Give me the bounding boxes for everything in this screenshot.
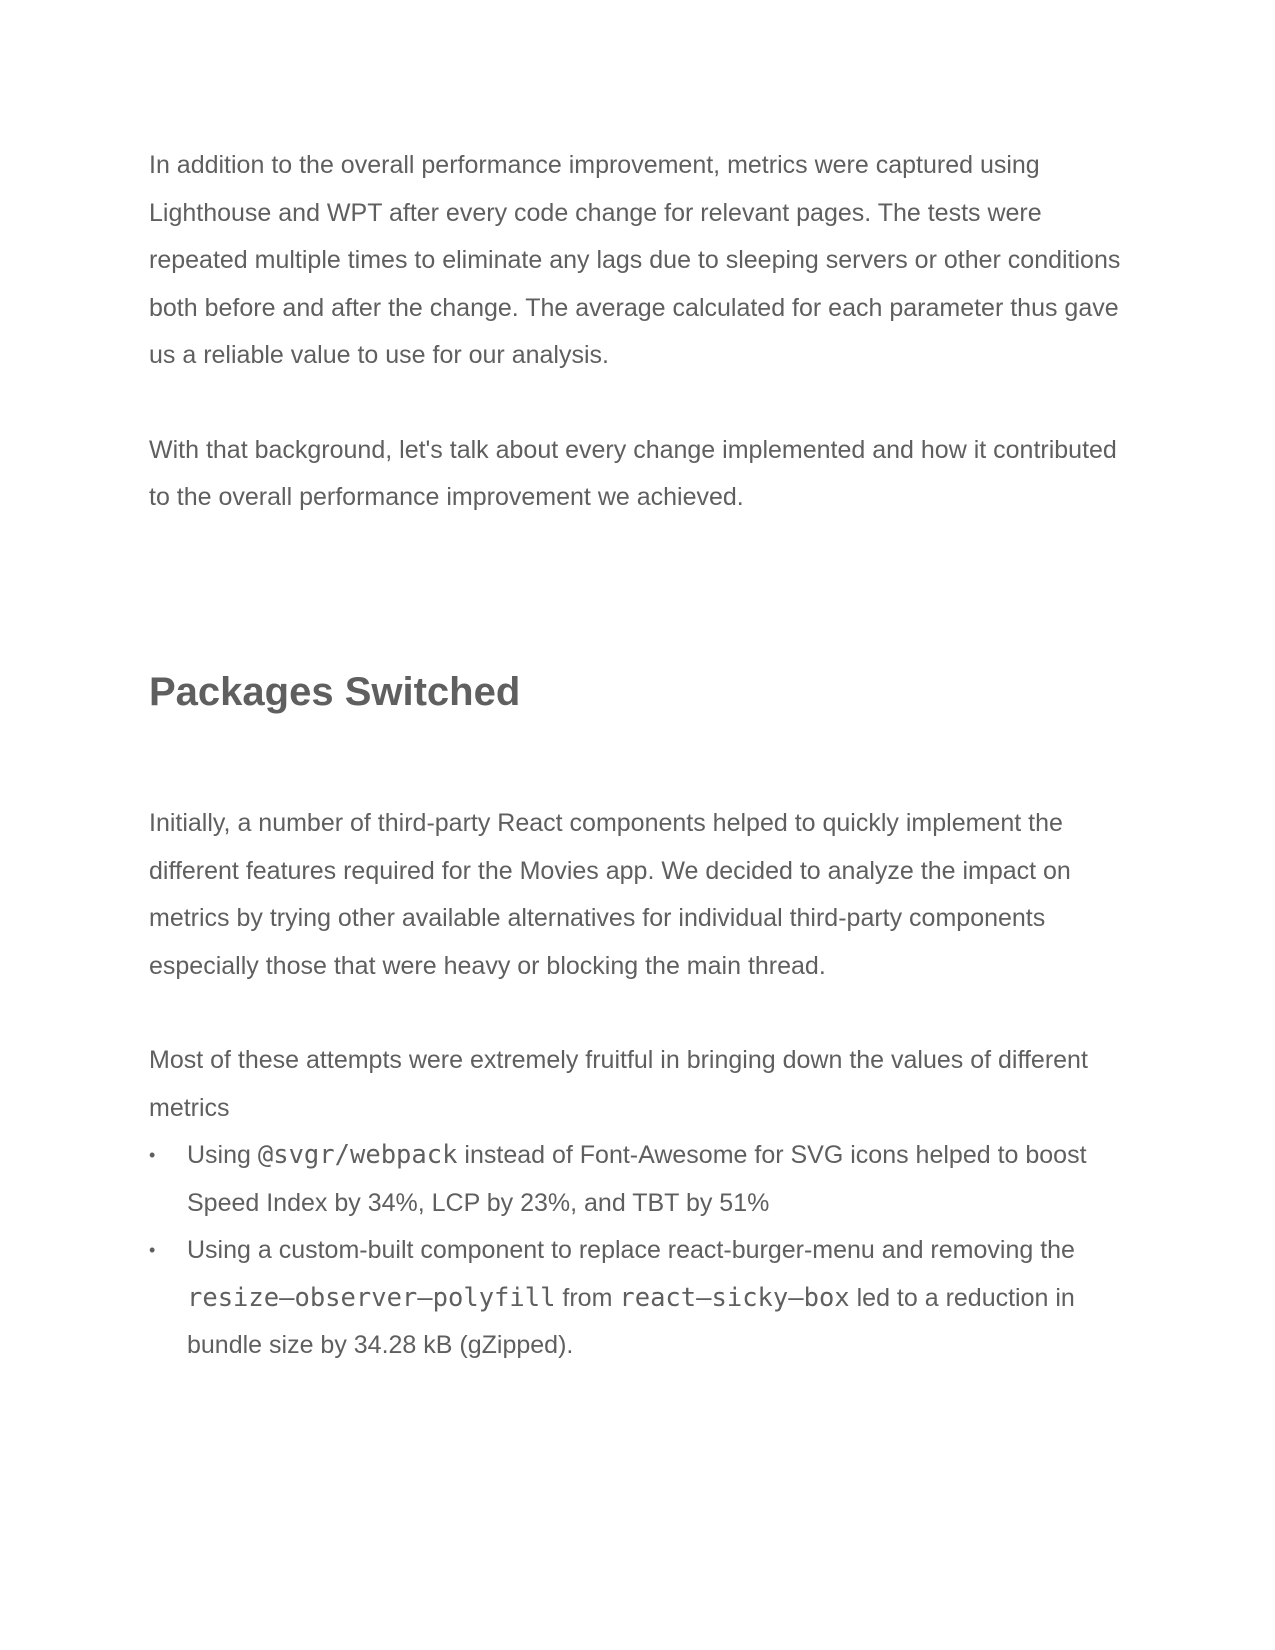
list-item-text: instead of Font-Awesome for SVG icons helped to boost Speed Index by 34%, LCP by 23%, and TBT by 51%	[187, 1141, 1087, 1217]
list-item-text: Using a custom-built component to replace react-burger-menu and removing the	[187, 1236, 1075, 1264]
paragraph-gap	[149, 990, 1129, 1037]
list-item-text: Using	[187, 1141, 258, 1169]
bullet-icon: •	[149, 1240, 156, 1260]
section-paragraph-2: Most of these attempts were extremely fruitful in bringing down the values of different metrics	[149, 1046, 1088, 1122]
list-item-text: from	[555, 1283, 620, 1312]
section-body	[149, 800, 1129, 1370]
inline-code: @svgr/webpack	[257, 1140, 458, 1170]
section-heading: Packages Switched	[149, 670, 521, 714]
section-paragraph-1: Initially, a number of third-party React components helped to quickly implement the different features required for the Movies app. We decided to analyze the impact on metrics by trying other available alternatives for individual third-party components especially those that were heavy or blocking the main thread.	[149, 809, 1071, 980]
paragraph-gap	[149, 380, 1129, 427]
inline-code: resize–observer–polyfill	[187, 1282, 556, 1313]
list-item	[149, 1227, 1129, 1370]
list-item-text: led to a reduction in bundle size by 34.28 kB (gZipped).	[187, 1283, 1075, 1359]
document-page	[149, 142, 1129, 1359]
list-item	[149, 1132, 1129, 1227]
inline-code: react–sicky–box	[619, 1282, 850, 1313]
intro-paragraph-1: In addition to the overall performance improvement, metrics were captured using Lighthouse and WPT after every code change for relevant pages. The tests were repeated multiple times to eliminate any lags due to sleeping servers or other conditions both before and after the change. The average calculated for each parameter thus gave us a reliable value to use for our analysis.	[149, 151, 1121, 369]
intro-paragraph-2: With that background, let's talk about every change implemented and how it contributed to the overall performance improvement we achieved.	[149, 435, 1117, 511]
bullet-icon: •	[149, 1145, 156, 1165]
bullet-list	[149, 1132, 1129, 1370]
